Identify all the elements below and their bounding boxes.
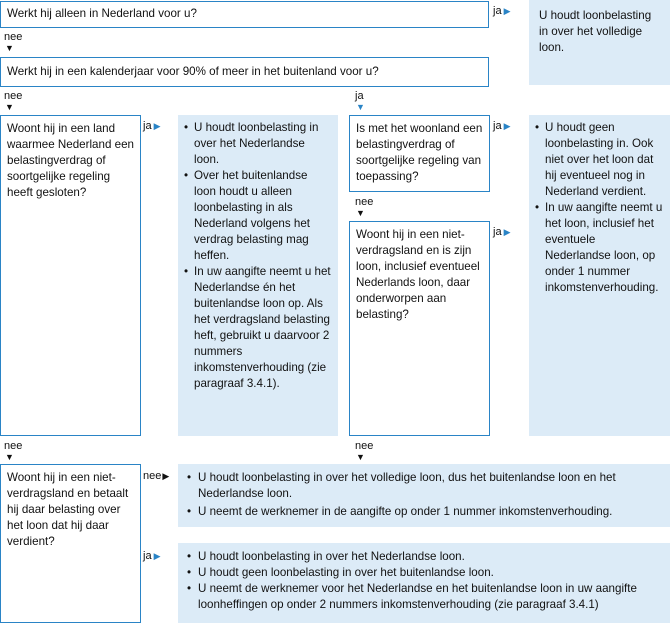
list-item: • U houdt loonbelasting in over het Nederlandse loon. — [184, 120, 332, 168]
arrow-right-icon: ▶ — [503, 6, 511, 16]
arrow-down-icon: ▼ — [5, 43, 14, 53]
question-text: Woont hij in een niet-verdragsland en is zijn loon, inclusief eventueel Nederlands loon, daar onderworpen aan belasting? — [356, 228, 480, 321]
result-list — [184, 470, 664, 520]
arrow-right-icon: ▶ — [503, 121, 511, 131]
arrow-right-icon: ▶ — [153, 551, 161, 561]
result-full-wage-both — [178, 464, 670, 527]
list-item: • U neemt de werknemer in de aangifte op onder 1 nummer inkomstenverhouding. — [184, 504, 664, 520]
list-item: • Over het buitenlandse loon houdt u alleen loonbelasting in als Nederland volgens het verdrag belasting mag heffen. — [184, 168, 332, 264]
no-label: nee — [4, 31, 23, 43]
no-label: nee▶ — [143, 470, 170, 482]
list-item: • In uw aangifte neemt u het Nederlandse én het buitenlandse loon op. Als het verdragsland belasting heft, gebruikt u daarvoor 2 nummers inkomstenverhouding (zie paragraaf 3.4.1). — [184, 264, 332, 392]
question-non-treaty-taxed — [349, 221, 490, 436]
question-text: Is met het woonland een belastingverdrag of soortgelijke regeling van toepassing? — [356, 122, 483, 183]
result-list — [184, 120, 332, 392]
result-dutch-wage-only — [178, 543, 670, 623]
list-item: • U houdt loonbelasting in over het volledige loon, dus het buitenlandse loon en het Nederlandse loon. — [184, 470, 664, 502]
question-treaty-country — [0, 115, 141, 436]
arrow-down-icon: ▼ — [5, 452, 14, 462]
list-item: • In uw aangifte neemt u het loon, inclusief het eventuele Nederlandse loon, op onder 1 nummer inkomstenverhouding. — [535, 200, 664, 296]
question-text: Werkt hij alleen in Nederland voor u? — [7, 7, 197, 20]
question-residence-treaty — [349, 115, 490, 192]
no-label: nee — [4, 90, 23, 102]
list-item: • U neemt de werknemer voor het Nederlandse en het buitenlandse loon in uw aangifte loonheffingen op onder 2 nummers inkomstenverhouding (zie paragraaf 3.4.1) — [184, 581, 664, 613]
arrow-down-icon: ▼ — [5, 102, 14, 112]
question-text: Woont hij in een land waarmee Nederland een belastingverdrag of soortgelijke regeling heeft gesloten? — [7, 122, 134, 199]
list-item: • U houdt loonbelasting in over het Nederlandse loon. — [184, 549, 664, 565]
no-label: nee — [4, 440, 23, 452]
result-no-wage-tax — [529, 115, 670, 436]
question-works-only-in-netherlands — [0, 1, 489, 28]
no-label: nee — [355, 440, 374, 452]
yes-label: ja ▶ — [493, 120, 511, 132]
list-item: • U houdt geen loonbelasting in. Ook niet over het loon dat hij eventueel nog in Nederland verdient. — [535, 120, 664, 200]
arrow-down-icon: ▼ — [356, 208, 365, 218]
result-full-wage-tax: U houdt loonbelasting in over het volledige loon. — [529, 0, 670, 85]
no-label: nee — [355, 196, 374, 208]
yes-label: ja ▶ — [493, 5, 511, 17]
result-list — [535, 120, 664, 296]
arrow-down-icon: ▼ — [356, 452, 365, 462]
result-treaty-country — [178, 115, 338, 436]
arrow-right-icon: ▶ — [153, 121, 161, 131]
question-text: Woont hij in een niet-verdragsland en betaalt hij daar belasting over het loon dat hij daar verdient? — [7, 471, 129, 548]
arrow-right-icon: ▶ — [503, 227, 511, 237]
yes-label: ja ▶ — [493, 226, 511, 238]
yes-label: ja ▶ — [143, 120, 161, 132]
question-non-treaty-pays-tax — [0, 464, 141, 623]
arrow-right-icon: ▶ — [162, 471, 170, 481]
list-item: • U houdt geen loonbelasting in over het buitenlandse loon. — [184, 565, 664, 581]
yes-label: ja ▶ — [143, 550, 161, 562]
question-text: Werkt hij in een kalenderjaar voor 90% of meer in het buitenland voor u? — [7, 65, 379, 78]
result-list — [184, 549, 664, 613]
question-works-90-percent-abroad — [0, 57, 489, 87]
arrow-down-icon: ▼ — [356, 102, 365, 112]
yes-label: ja — [355, 90, 364, 102]
